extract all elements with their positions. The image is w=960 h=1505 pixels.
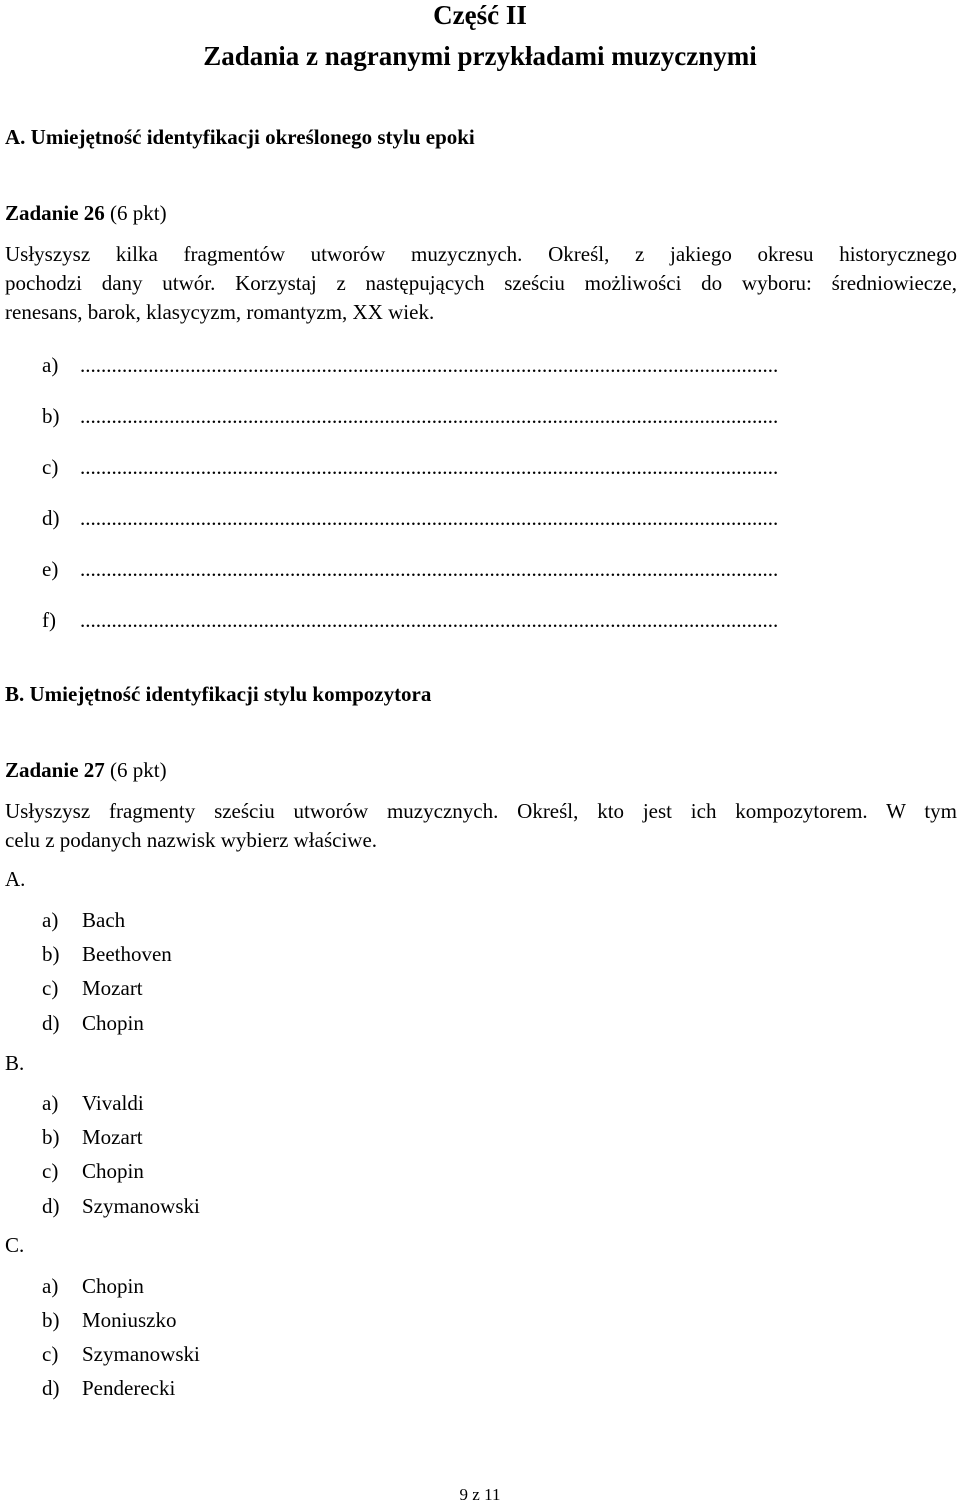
option-text: Vivaldi xyxy=(82,1091,144,1115)
task-26-heading xyxy=(5,200,167,226)
answer-label: e) xyxy=(42,557,59,581)
option-b-beethoven[interactable] xyxy=(42,941,172,967)
answer-line-a[interactable] xyxy=(42,352,932,378)
answer-dots: ..................................................................................................................................... xyxy=(80,455,779,479)
task-26-instruction-line: renesans, barok, klasycyzm, romantyzm, XX wiek. xyxy=(5,300,435,324)
task-27-points: (6 pkt) xyxy=(110,758,167,782)
answer-label: d) xyxy=(42,506,60,530)
answer-label: a) xyxy=(42,353,59,377)
option-d-szymanowski[interactable] xyxy=(42,1193,200,1219)
option-text: Penderecki xyxy=(82,1376,176,1400)
option-a-chopin[interactable] xyxy=(42,1273,144,1299)
option-text: Szymanowski xyxy=(82,1342,200,1366)
answer-line-d[interactable] xyxy=(42,505,932,531)
answer-dots: ..................................................................................................................................... xyxy=(80,404,779,428)
answer-label: c) xyxy=(42,455,59,479)
task-27-instruction-line: Usłyszysz fragmenty sześciu utworów muzycznych. Określ, kto jest ich kompozytorem. W tym xyxy=(5,799,957,823)
page-number: 9 z 11 xyxy=(459,1485,501,1504)
task-27-instruction-line: celu z podanych nazwisk wybierz właściwe. xyxy=(5,828,378,852)
option-c-mozart[interactable] xyxy=(42,975,143,1001)
task-26-number: Zadanie 26 xyxy=(5,201,105,225)
option-label: d) xyxy=(42,1011,60,1035)
option-label: d) xyxy=(42,1194,60,1218)
answer-label: f) xyxy=(42,608,56,632)
group-b-label: B. xyxy=(5,1051,25,1075)
option-label: c) xyxy=(42,976,59,1000)
option-label: b) xyxy=(42,1308,60,1332)
answer-line-c[interactable] xyxy=(42,454,932,480)
section-b-heading: B. Umiejętność identyfikacji stylu kompozytora xyxy=(5,682,432,706)
option-a-bach[interactable] xyxy=(42,907,125,933)
option-text: Beethoven xyxy=(82,942,172,966)
option-a-vivaldi[interactable] xyxy=(42,1090,144,1116)
option-text: Bach xyxy=(82,908,126,932)
option-label: c) xyxy=(42,1342,59,1366)
task-26-instruction xyxy=(5,240,957,327)
answer-line-f[interactable] xyxy=(42,607,932,633)
option-label: a) xyxy=(42,908,59,932)
task-26-points: (6 pkt) xyxy=(110,201,167,225)
option-d-penderecki[interactable] xyxy=(42,1375,175,1401)
option-text: Mozart xyxy=(82,976,143,1000)
section-a-heading: A. Umiejętność identyfikacji określonego stylu epoki xyxy=(5,125,475,149)
answer-line-b[interactable] xyxy=(42,403,932,429)
answer-dots: ..................................................................................................................................... xyxy=(80,608,779,632)
option-d-chopin[interactable] xyxy=(42,1010,144,1036)
option-label: c) xyxy=(42,1159,59,1183)
answer-dots: ..................................................................................................................................... xyxy=(80,506,779,530)
option-text: Moniuszko xyxy=(82,1308,177,1332)
option-label: b) xyxy=(42,942,60,966)
answer-label: b) xyxy=(42,404,60,428)
answer-line-e[interactable] xyxy=(42,556,932,582)
page-title-part: Część II xyxy=(433,0,527,30)
task-27-instruction xyxy=(5,797,957,855)
option-b-mozart[interactable] xyxy=(42,1124,143,1150)
option-text: Chopin xyxy=(82,1274,144,1298)
task-27-number: Zadanie 27 xyxy=(5,758,105,782)
option-c-szymanowski[interactable] xyxy=(42,1341,200,1367)
option-text: Szymanowski xyxy=(82,1194,200,1218)
page-title-subtitle: Zadania z nagranymi przykładami muzycznymi xyxy=(203,41,757,71)
group-c-label: C. xyxy=(5,1233,25,1257)
answer-dots: ..................................................................................................................................... xyxy=(80,353,779,377)
answer-dots: ..................................................................................................................................... xyxy=(80,557,779,581)
option-c-chopin[interactable] xyxy=(42,1158,144,1184)
option-text: Chopin xyxy=(82,1011,144,1035)
task-26-instruction-line: pochodzi dany utwór. Korzystaj z następujących sześciu możliwości do wyboru: średniowiecze, xyxy=(5,271,957,295)
task-26-instruction-line: Usłyszysz kilka fragmentów utworów muzycznych. Określ, z jakiego okresu historycznego xyxy=(5,242,957,266)
option-label: b) xyxy=(42,1125,60,1149)
group-a-label: A. xyxy=(5,867,26,891)
option-label: a) xyxy=(42,1274,59,1298)
option-label: a) xyxy=(42,1091,59,1115)
option-text: Mozart xyxy=(82,1125,143,1149)
option-label: d) xyxy=(42,1376,60,1400)
option-b-moniuszko[interactable] xyxy=(42,1307,177,1333)
task-27-heading xyxy=(5,757,167,783)
option-text: Chopin xyxy=(82,1159,144,1183)
